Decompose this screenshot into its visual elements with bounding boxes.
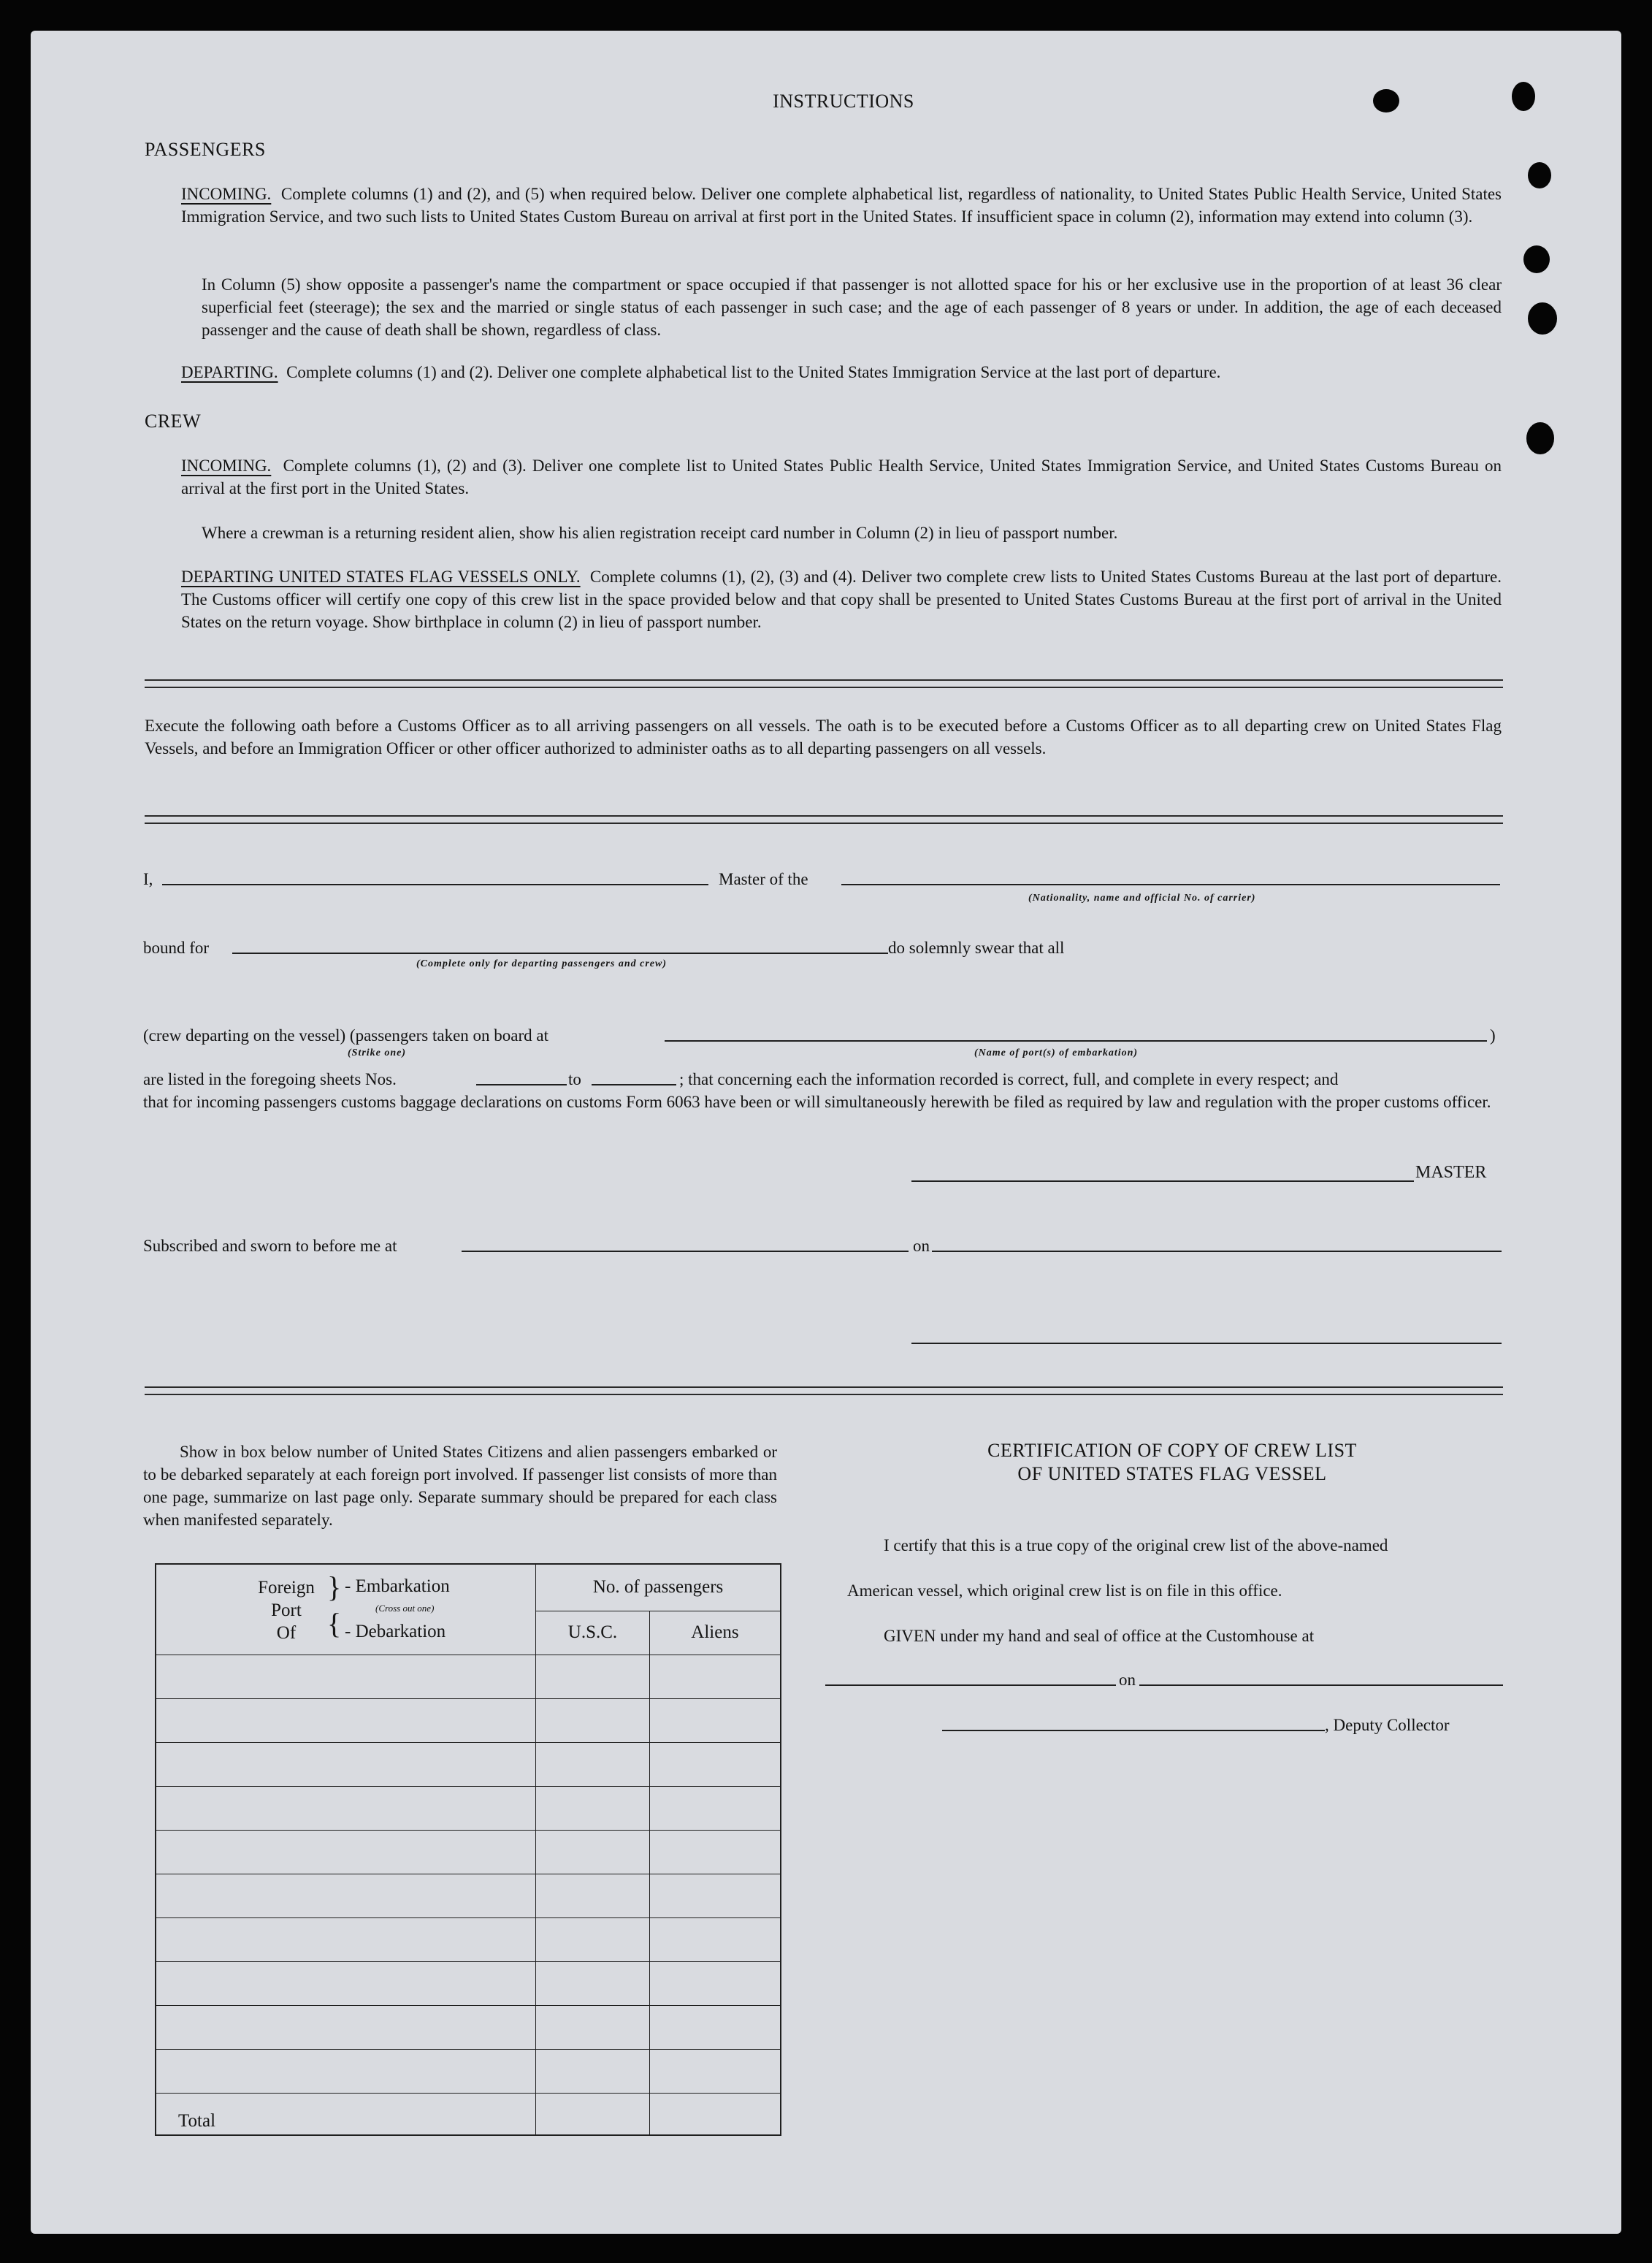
crew-departing-paragraph [181, 565, 1502, 633]
aliens-cell[interactable] [649, 1917, 781, 1961]
usc-cell[interactable] [536, 1742, 650, 1786]
crew-incoming-label: INCOMING. [181, 457, 272, 475]
officer-signature-field[interactable] [911, 1343, 1502, 1344]
carrier-field[interactable] [841, 884, 1500, 885]
aliens-cell[interactable] [649, 1830, 781, 1874]
certify-line2: American vessel, which original crew list is on file in this office. [847, 1581, 1282, 1600]
table-row [156, 1917, 781, 1961]
bound-for-label: bound for [143, 939, 210, 957]
deputy-signature-field[interactable] [942, 1730, 1325, 1731]
listed-rest-text: that for incoming passengers customs baggage declarations on customs Form 6063 have been or will simultaneously herewith be filed as required by law and regulation with the proper customs officer. [143, 1093, 1491, 1111]
sheet-to-field[interactable] [592, 1084, 676, 1085]
port-of-embarkation-field[interactable] [665, 1040, 1487, 1042]
table-row [156, 1655, 781, 1698]
passengers-incoming-text: Complete columns (1) and (2), and (5) when required below. Deliver one complete alphabetical list, regardless of nationality, to United States Public Health Service, United States Immigration Service, and two such lists to United States Custom Bureau on arrival at first port in the United States. If insufficient space in column (2), information may extend into column (3). [181, 185, 1502, 226]
oath-intro: Execute the following oath before a Customs Officer as to all arriving passengers on all vessels. The oath is to be executed before a Customs Officer as to all departing crew on United States Flag Vessels, and before an Immigration Officer or other officer authorized to administer oaths as to all departing passengers on all vessels. [145, 717, 1502, 757]
table-row [156, 2005, 781, 2049]
passengers-departing-label: DEPARTING. [181, 363, 278, 381]
usc-cell[interactable] [536, 1830, 650, 1874]
port-cell[interactable] [156, 2049, 536, 2093]
usc-header: U.S.C. [536, 1611, 650, 1655]
aliens-cell[interactable] [649, 1874, 781, 1917]
debarkation-label: - Debarkation [345, 1622, 446, 1642]
of-label: Of [276, 1623, 297, 1644]
passengers-column5-paragraph: In Column (5) show opposite a passenger's name the compartment or space occupied if that passenger is not allotted space for his or her exclusive use in the proportion of at least 36 clear superficial feet (steerage); the sex and the married or single status of each passenger in such case; and the age of each passenger of 8 years or under. In addition, the age of each deceased passenger and the cause of death shall be shown, regardless of class. [202, 275, 1502, 339]
swear-label: do solemnly swear that all [888, 939, 1065, 957]
usc-cell[interactable] [536, 1698, 650, 1742]
aliens-cell[interactable] [649, 2049, 781, 2093]
passengers-incoming-label: INCOMING. [181, 185, 272, 203]
port-cell[interactable] [156, 1655, 536, 1698]
aliens-cell[interactable] [649, 1742, 781, 1786]
usc-cell[interactable] [536, 2005, 650, 2049]
master-label: MASTER [1415, 1163, 1487, 1182]
crew-departing-label: (crew departing on the vessel) (passengers taken on board at [143, 1026, 548, 1045]
port-header-labels [242, 1576, 330, 1644]
table-row [156, 1874, 781, 1917]
port-cell[interactable] [156, 1742, 536, 1786]
certification-date-field[interactable] [1139, 1684, 1503, 1686]
certification-on-label: on [1119, 1671, 1136, 1689]
crew-departing-label: DEPARTING UNITED STATES FLAG VESSELS ONLY. [181, 568, 581, 586]
table-row [156, 1830, 781, 1874]
on-label: on [913, 1237, 930, 1255]
port-cell[interactable] [156, 1961, 536, 2005]
carrier-caption: (Nationality, name and official No. of carrier) [1028, 893, 1256, 904]
table-row [156, 1698, 781, 1742]
aliens-total-cell[interactable] [649, 2093, 781, 2135]
punch-hole [1528, 162, 1551, 188]
port-label: Port [271, 1600, 302, 1621]
embarkation-label: - Embarkation [345, 1576, 450, 1597]
port-cell[interactable] [156, 1874, 536, 1917]
bound-for-field[interactable] [232, 953, 888, 954]
total-row [156, 2093, 781, 2135]
cross-out-caption: (Cross out one) [375, 1603, 435, 1614]
crew-departing-text: Complete columns (1), (2), (3) and (4). Deliver two complete crew lists to United States Customs Bureau at the last port of departure. The Customs officer will certify one copy of this crew list in the space provided below and that copy shall be presented to United States Customs Bureau at the first port of arrival in the United States on the return voyage. Show birthplace in column (2) in lieu of passport number. [181, 568, 1502, 631]
usc-total-cell[interactable] [536, 2093, 650, 2135]
crew-heading: CREW [145, 411, 202, 432]
ports-caption: (Name of port(s) of embarkation) [974, 1047, 1139, 1058]
crew-incoming-text: Complete columns (1), (2) and (3). Deliver one complete list to United States Public Health Service, United States Immigration Service, and United States Customs Bureau on arrival at the first port in the United States. [181, 457, 1502, 497]
master-of-the-label: Master of the [719, 870, 808, 888]
departing-caption: (Complete only for departing passengers and crew) [416, 958, 667, 969]
table-header-port [156, 1564, 536, 1655]
close-paren: ) [1490, 1026, 1496, 1045]
passengers-departing-paragraph [181, 361, 1502, 383]
certification-title-line2: OF UNITED STATES FLAG VESSEL [1017, 1463, 1327, 1484]
table-row [156, 2049, 781, 2093]
customhouse-field[interactable] [825, 1684, 1116, 1686]
section-divider [145, 679, 1503, 688]
port-cell[interactable] [156, 1830, 536, 1874]
port-cell[interactable] [156, 1786, 536, 1830]
section-divider [145, 1386, 1503, 1395]
passengers-departing-text: Complete columns (1) and (2). Deliver one complete alphabetical list to the United States Immigration Service at the last port of departure. [286, 363, 1221, 381]
table-row [156, 1742, 781, 1786]
deputy-collector-label: , Deputy Collector [1325, 1716, 1450, 1734]
certification-title-line1: CERTIFICATION OF COPY OF CREW LIST [987, 1440, 1357, 1461]
passengers-heading: PASSENGERS [145, 139, 266, 160]
port-cell[interactable] [156, 1698, 536, 1742]
usc-cell[interactable] [536, 2049, 650, 2093]
table-row [156, 1961, 781, 2005]
page-title: INSTRUCTIONS [773, 91, 914, 112]
punch-hole [1523, 245, 1550, 273]
passenger-summary-table [155, 1563, 781, 2136]
listed-label: are listed in the foregoing sheets Nos. [143, 1070, 397, 1088]
aliens-cell[interactable] [649, 2005, 781, 2049]
summary-instructions: Show in box below number of United States Citizens and alien passengers embarked or to be debarked separately at each foreign port involved. If passenger list consists of more than one page, summarize on last page only. Separate summary should be prepared for each class when manifested separately. [143, 1443, 777, 1529]
section-divider [145, 815, 1503, 824]
aliens-cell[interactable] [649, 1786, 781, 1830]
oath-i-label: I, [143, 870, 153, 888]
usc-cell[interactable] [536, 1961, 650, 2005]
total-label: Total [156, 2093, 536, 2135]
aliens-cell[interactable] [649, 1655, 781, 1698]
sworn-place-field[interactable] [462, 1251, 909, 1252]
punch-hole [1528, 302, 1557, 335]
brace-glyph: { [327, 1607, 342, 1641]
usc-cell[interactable] [536, 1655, 650, 1698]
aliens-cell[interactable] [649, 1961, 781, 2005]
sworn-date-field[interactable] [932, 1251, 1502, 1252]
listed-to-label: to [568, 1070, 581, 1088]
usc-cell[interactable] [536, 1917, 650, 1961]
usc-cell[interactable] [536, 1786, 650, 1830]
aliens-header: Aliens [649, 1611, 781, 1655]
master-name-field[interactable] [162, 884, 708, 885]
punch-hole [1526, 422, 1554, 454]
crew-incoming-paragraph [181, 454, 1502, 500]
port-cell[interactable] [156, 2005, 536, 2049]
subscribed-label: Subscribed and sworn to before me at [143, 1237, 397, 1255]
no-of-passengers-header: No. of passengers [536, 1564, 781, 1611]
strike-one-caption: (Strike one) [348, 1047, 407, 1058]
usc-cell[interactable] [536, 1874, 650, 1917]
given-text: GIVEN under my hand and seal of office at the Customhouse at [884, 1627, 1315, 1645]
foreign-label: Foreign [258, 1578, 315, 1598]
sheet-from-field[interactable] [476, 1084, 567, 1085]
certify-line1: I certify that this is a true copy of the original crew list of the above-named [884, 1536, 1388, 1554]
brace-glyph: } [327, 1571, 342, 1604]
port-cell[interactable] [156, 1917, 536, 1961]
crew-resident-paragraph: Where a crewman is a returning resident alien, show his alien registration receipt card number in Column (2) in lieu of passport number. [202, 524, 1118, 542]
aliens-cell[interactable] [649, 1698, 781, 1742]
certification-title [840, 1439, 1504, 1486]
master-signature-field[interactable] [911, 1180, 1414, 1182]
table-row [156, 1786, 781, 1830]
passengers-incoming-paragraph [181, 183, 1502, 228]
listed-post-text: ; that concerning each the information recorded is correct, full, and complete in every respect; and [679, 1070, 1339, 1088]
